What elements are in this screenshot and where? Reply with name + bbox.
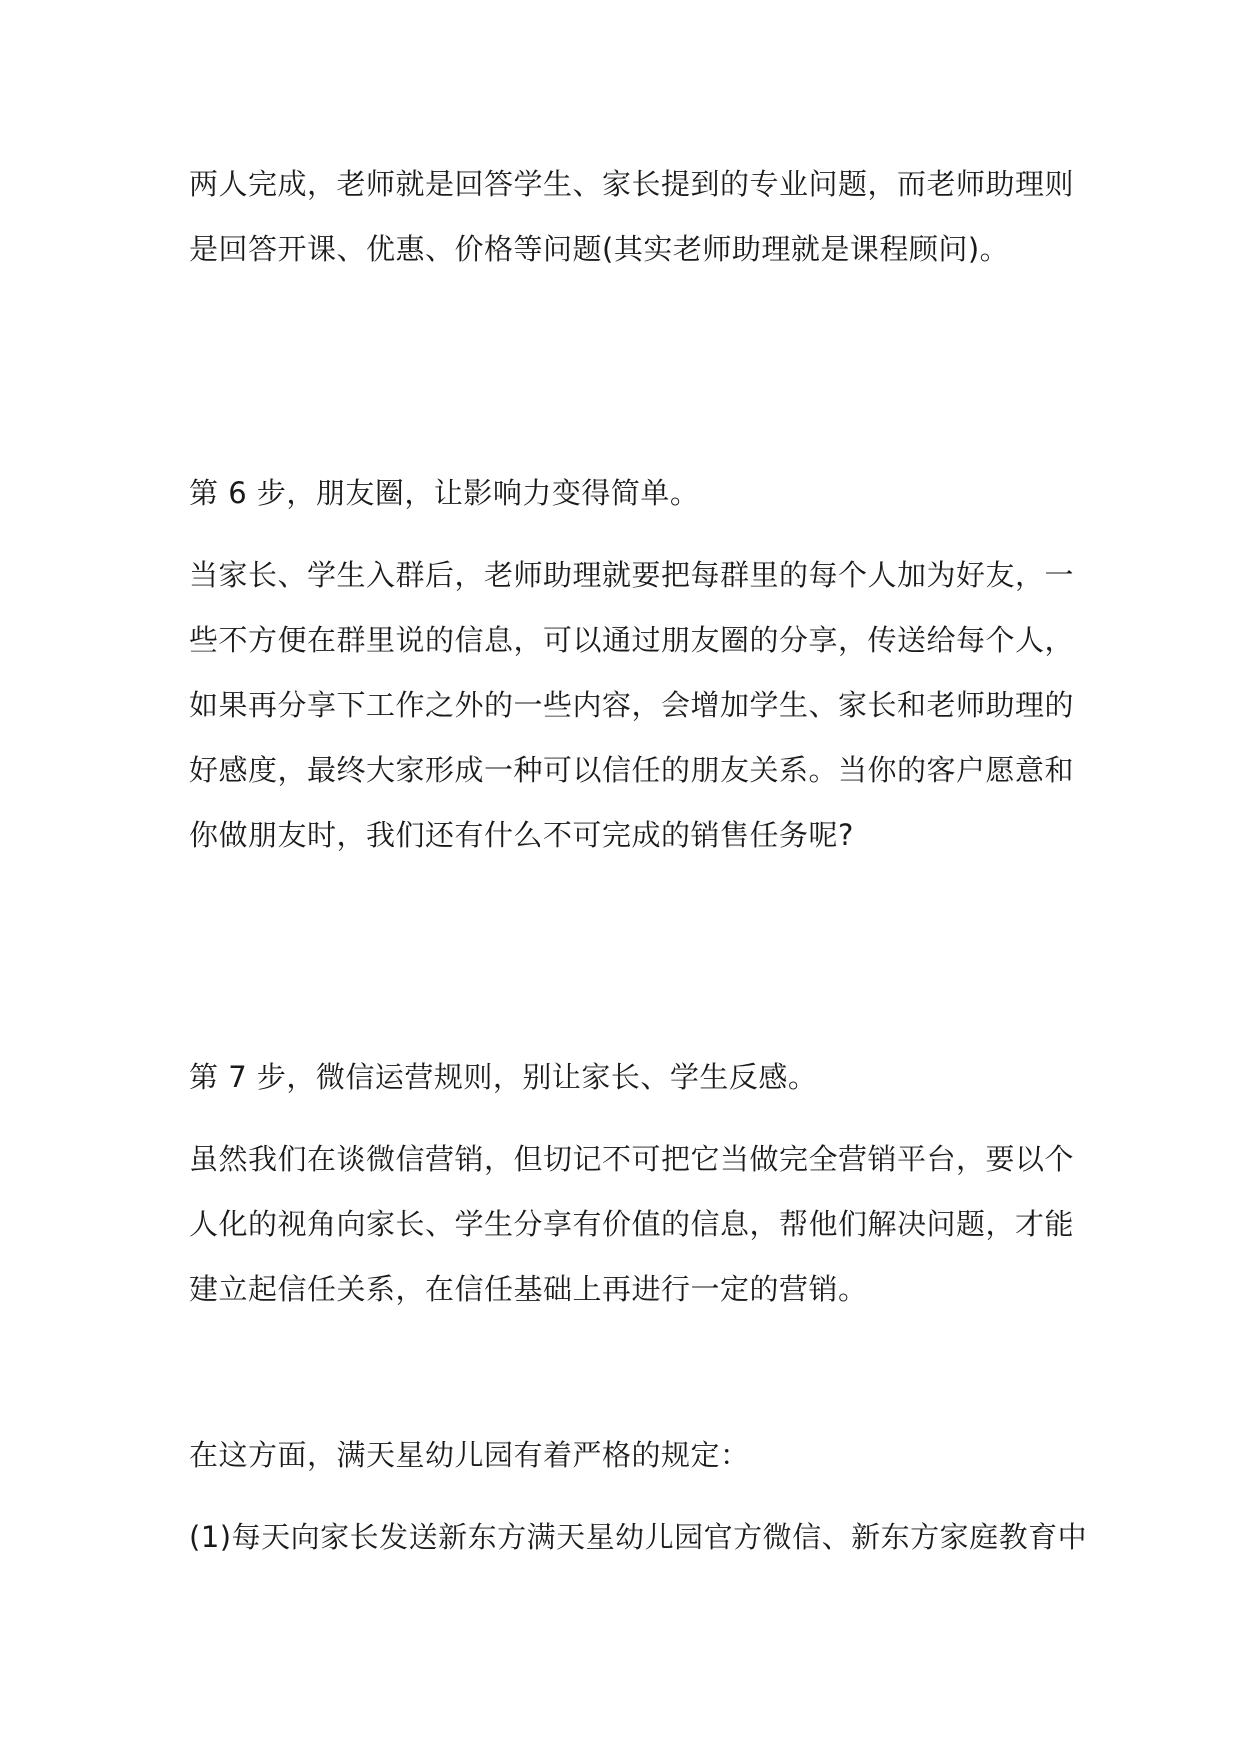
paragraph-line: 两人完成，老师就是回答学生、家长提到的专业问题，而老师助理则 xyxy=(189,167,1075,201)
paragraph-line: 你做朋友时，我们还有什么不可完成的销售任务呢? xyxy=(189,818,854,852)
paragraph-line: 人化的视角向家长、学生分享有价值的信息，帮他们解决问题，才能 xyxy=(189,1207,1075,1241)
paragraph-line: 好感度，最终大家形成一种可以信任的朋友关系。当你的客户愿意和 xyxy=(189,753,1075,787)
paragraph-line: 是回答开课、优惠、价格等问题(其实老师助理就是课程顾问)。 xyxy=(189,232,1010,266)
rules-intro: 在这方面，满天星幼儿园有着严格的规定： xyxy=(189,1438,750,1472)
paragraph-line: 建立起信任关系，在信任基础上再进行一定的营销。 xyxy=(189,1272,868,1306)
paragraph-line: 当家长、学生入群后，老师助理就要把每群里的每个人加为好友，一 xyxy=(189,558,1075,592)
step-7-heading: 第 7 步，微信运营规则，别让家长、学生反感。 xyxy=(189,1060,818,1094)
paragraph-line: 如果再分享下工作之外的一些内容，会增加学生、家长和老师助理的 xyxy=(189,688,1075,722)
rule-item-1: (1)每天向家长发送新东方满天星幼儿园官方微信、新东方家庭教育中 xyxy=(189,1520,1088,1554)
paragraph-line: 些不方便在群里说的信息，可以通过朋友圈的分享，传送给每个人， xyxy=(189,623,1075,657)
paragraph-line: 虽然我们在谈微信营销，但切记不可把它当做完全营销平台，要以个 xyxy=(189,1142,1075,1176)
step-6-heading: 第 6 步，朋友圈，让影响力变得简单。 xyxy=(189,476,700,510)
